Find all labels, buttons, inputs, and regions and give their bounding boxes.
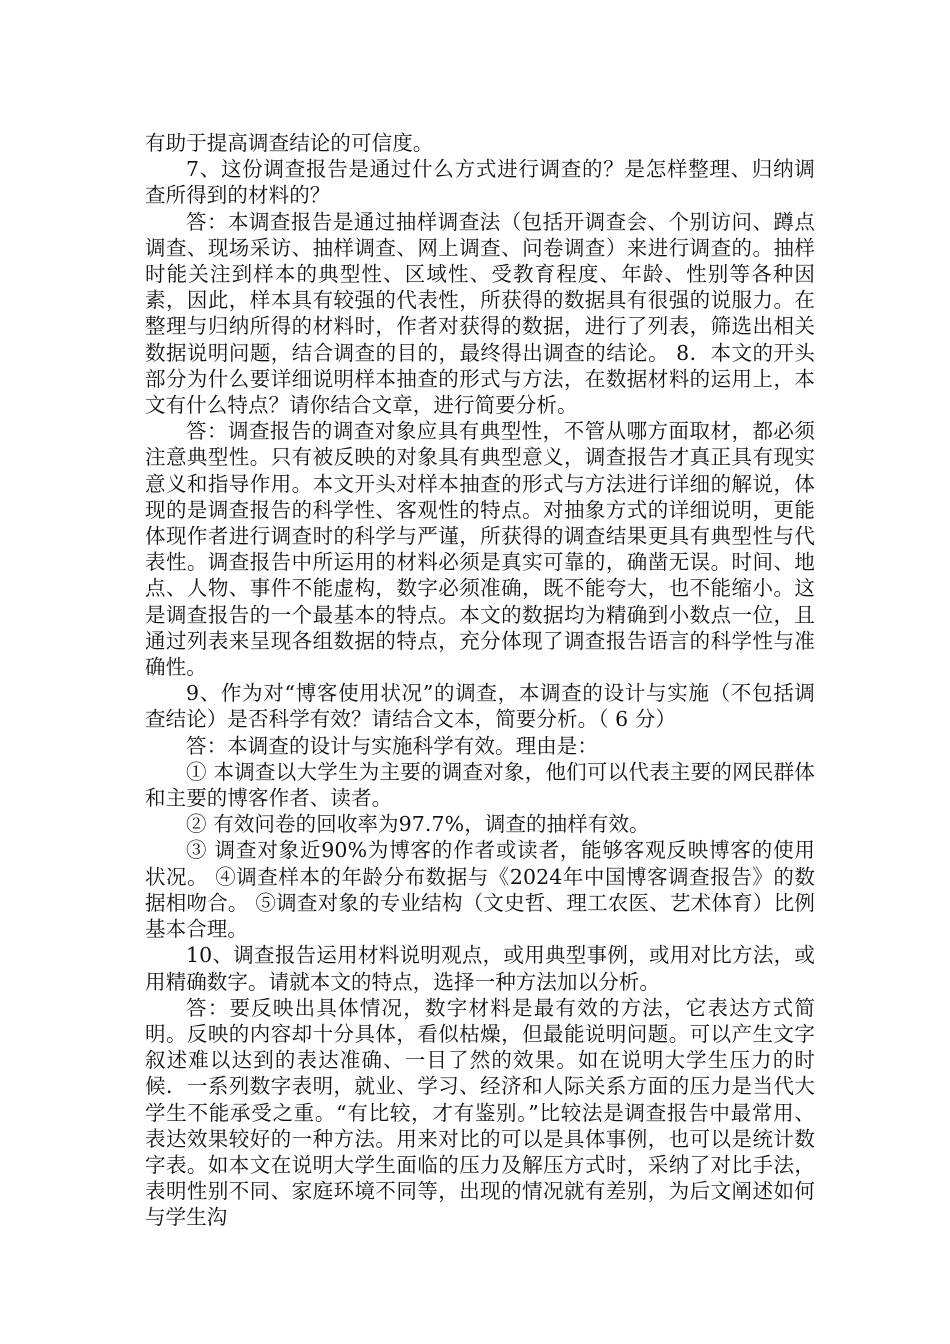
paragraph-continuation: 有助于提高调查结论的可信度。	[145, 131, 434, 155]
question-7: 7、这份调查报告是通过什么方式进行调查的？是怎样整理、归纳调查所得到的材料的？	[145, 157, 815, 208]
answer-9-intro: 答：本调查的设计与实施科学有效。理由是：	[186, 733, 598, 758]
question-10: 10、调查报告运用材料说明观点，或用典型事例，或用对比方法，或用精确数字。请就本文的特点，选择一种方法加以分析。	[145, 943, 815, 994]
answer-10: 答：要反映出具体情况，数字材料是最有效的方法，它表达方式简明。反映的内容却十分具体，看似枯燥，但最能说明问题。可以产生文字叙述难以达到的表达准确、一目了然的效果。如在说明大学生压力的时候．一系列数字表明，就业、学习、经济和人际关系方面的压力是当代大学生不能承受之重。“有比较，才有鉴别。”比较法是调查报告中最常用、表达效果较好的一种方法。用来对比的可以是具体事例，也可以是统计数字表。如本文在说明大学生面临的压力及解压方式时，采纳了对比手法，表明性别不同、家庭环境不同等，出现的情况就有差别，为后文阐述如何与学生沟	[145, 995, 815, 1230]
document-body	[145, 130, 815, 1231]
answer-9-point-2: ② 有效问卷的回收率为97.7%，调查的抽样有效。	[186, 812, 650, 837]
question-9: 9、作为对“博客使用状况”的调查，本调查的设计与实施（不包括调查结论）是否科学有效？请结合文本，简要分析。（ 6 分）	[145, 681, 815, 732]
answer-7: 答：本调查报告是通过抽样调查法（包括开调查会、个别访问、蹲点调查、现场采访、抽样调查、网上调查、问卷调查）来进行调查的。抽样时能关注到样本的典型性、区域性、受教育程度、年龄、性别等各种因素，因此，样本具有较强的代表性，所获得的数据具有很强的说服力。在整理与归纳所得的材料时，作者对获得的数据，进行了列表，筛选出相关数据说明问题，结合调查的目的，最终得出调查的结论。 8．本文的开头部分为什么要详细说明样本抽查的形式与方法，在数据材料的运用上，本文有什么特点？请你结合文章，进行简要分析。	[145, 209, 815, 418]
answer-9-point-3: ③ 调查对象近90%为博客的作者或读者，能够客观反映博客的使用状况。 ④调查样本的年龄分布数据与《2024年中国博客调查报告》的数据相吻合。 ⑤调查对象的专业结构（文史哲、理工农医、艺术体育）比例基本合理。	[145, 838, 815, 942]
answer-9-point-1: ① 本调查以大学生为主要的调查对象，他们可以代表主要的网民群体和主要的博客作者、读者。	[145, 759, 815, 811]
answer-8: 答：调查报告的调查对象应具有典型性，不管从哪方面取材，都必须注意典型性。只有被反映的对象具有典型意义，调查报告才真正具有现实意义和指导作用。本文开头对样本抽查的形式与方法进行详细的解说，体现的是调查报告的科学性、客观性的特点。对抽象方式的详细说明，更能体现作者进行调查时的科学与严谨，所获得的调查结果更具有典型性与代表性。调查报告中所运用的材料必须是真实可靠的，确凿无误。时间、地点、人物、事件不能虚构，数字必须准确，既不能夸大，也不能缩小。这是调查报告的一个最基本的特点。本文的数据均为精确到小数点一位，且通过列表来呈现各组数据的特点，充分体现了调查报告语言的科学性与准确性。	[145, 419, 815, 680]
